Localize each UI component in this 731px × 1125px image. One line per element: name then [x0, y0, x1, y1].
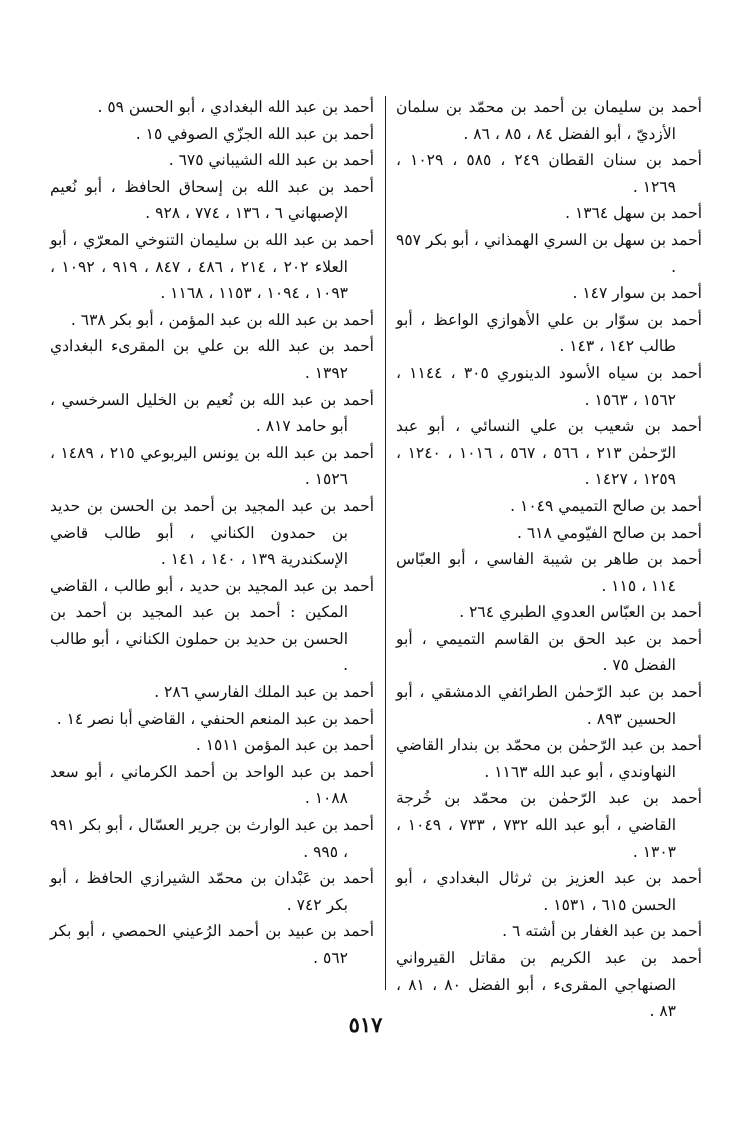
index-entry: أحمد بن سليمان بن أحمد بن محمّد بن سلمان الأزديّ ، أبو الفضل ٨٤ ، ٨٥ ، ٨٦ .: [396, 98, 702, 143]
index-entry: أحمد بن عبد الرّحمٰن بن محمّد بن بندار القاضي النهاوندي ، أبو عبد الله ١١٦٣ .: [396, 736, 702, 781]
index-entry: أحمد بن عبد الكريم بن مقاتل القيرواني الصنهاجي المقرىء ، أبو الفضل ٨٠ ، ٨١ ، ٨٣ .: [396, 949, 702, 1021]
index-entry: أحمد بن سوار ١٤٧ .: [572, 284, 702, 303]
index-entry: أحمد بن عبد الوارث بن جرير العسّال ، أبو بكر ٩٩١ ، ٩٩٥ .: [50, 816, 374, 861]
index-entry: أحمد بن العبّاس العدوي الطبري ٢٦٤ .: [459, 603, 702, 622]
index-entry: أحمد بن عبد المجيد بن أحمد بن الحسن بن حديد بن حمدون الكناني ، أبو طالب قاضي الإسكندرية ١٣٩ ، ١٤٠ ، ١٤١ .: [50, 496, 374, 569]
index-entry: أحمد بن سوّار بن علي الأهوازي الواعظ ، أبو طالب ١٤٢ ، ١٤٣ .: [396, 310, 702, 356]
index-entry: أحمد بن عبيد بن أحمد الرُعيني الحمصي ، أبو بكر ٥٦٢ .: [50, 922, 374, 967]
index-entry: أحمد بن عبد الله بن سليمان التنوخي المعرّي ، أبو العلاء ٢٠٢ ، ٢١٤ ، ٤٨٦ ، ٨٤٧ ، ٩١٩ ، ١٠٩٢ ، ١٠٩٣ ، ١٠٩٤ ، ١١٥٣ ، ١١٦٨ .: [50, 230, 374, 303]
index-entry: أحمد بن عبد الملك الفارسي ٢٨٦ .: [154, 683, 374, 702]
index-entry: أحمد بن عبد الواحد بن أحمد الكرماني ، أبو سعد ١٠٨٨ .: [50, 762, 374, 808]
index-entry: أحمد بن عبد الله بن يونس اليربوعي ٢١٥ ، ١٤٨٩ ، ١٥٢٦ .: [50, 443, 374, 489]
index-entry: أحمد بن عبد العزيز بن ثرثال البغدادي ، أبو الحسن ٦١٥ ، ١٥٣١ .: [396, 869, 702, 914]
index-entry: أحمد بن عبد المؤمن ١٥١١ .: [195, 736, 374, 755]
index-entry: أحمد بن عبد الله بن إسحاق الحافظ ، أبو نُعيم الإصبهاني ٦ ، ١٣٦ ، ٧٧٤ ، ٩٢٨ .: [50, 177, 374, 223]
index-entry: أحمد بن سنان القطان ٢٤٩ ، ٥٨٥ ، ١٠٢٩ ، ١٢٦٩ .: [396, 151, 702, 196]
index-entry: أحمد بن عَبْدان بن محمّد الشيرازي الحافظ ، أبو بكر ٧٤٢ .: [50, 869, 374, 914]
index-entry: أحمد بن شعيب بن علي النسائي ، أبو عبد الرّحمٰن ٢١٣ ، ٥٦٦ ، ٥٦٧ ، ١٠١٦ ، ١٢٤٠ ، ١٢٥٩ ، ١٤٢٧ .: [396, 417, 702, 489]
index-entry: أحمد بن عبد الله بن علي بن المقرىء البغدادي ١٣٩٢ .: [50, 337, 374, 382]
index-entry: أحمد بن عبد الله البغدادي ، أبو الحسن ٥٩ .: [97, 98, 374, 116]
index-entry: أحمد بن صالح التميمي ١٠٤٩ .: [510, 496, 702, 515]
column-divider: [385, 96, 386, 990]
index-entry: أحمد بن طاهر بن شيبة الفاسي ، أبو العبّاس ١١٤ ، ١١٥ .: [396, 550, 702, 595]
index-entry: أحمد بن عبد المجيد بن حديد ، أبو طالب ، القاضي المكين : أحمد بن عبد المجيد بن أحمد بن الحسن بن حديد بن حملون الكناني ، أبو طالب .: [50, 576, 374, 675]
index-entry: أحمد بن عبد الله الشيباني ٦٧٥ .: [168, 151, 374, 170]
page-number: ٥١٧: [348, 1012, 383, 1037]
index-entry: أحمد بن عبد الله بن عبد المؤمن ، أبو بكر ٦٣٨ .: [70, 310, 374, 329]
index-entry: أحمد بن عبد المنعم الحنفي ، القاضي أبا نصر ١٤ .: [56, 709, 374, 728]
index-entry: أحمد بن سهل ١٣٦٤ .: [565, 204, 702, 223]
index-column-left: [50, 94, 374, 972]
index-entry: أحمد بن عبد الغفار بن أشته ٦ .: [502, 922, 702, 941]
index-entry: أحمد بن عبد الحق بن القاسم التميمي ، أبو الفضل ٧٥ .: [396, 629, 702, 675]
index-entry: أحمد بن عبد الله الجزّي الصوفي ١٥ .: [135, 124, 374, 143]
index-entry: أحمد بن صالح الفيّومي ٦١٨ .: [516, 523, 702, 542]
index-entry: أحمد بن عبد الرّحمٰن بن محمّد بن خُرجة القاضي ، أبو عبد الله ٧٣٢ ، ٧٣٣ ، ١٠٤٩ ، ١٣٠٣ .: [396, 789, 702, 861]
index-entry: أحمد بن سياه الأسود الدينوري ٣٠٥ ، ١١٤٤ ، ١٥٦٢ ، ١٥٦٣ .: [396, 363, 703, 409]
index-entry: أحمد بن عبد الله بن نُعيم بن الخليل السرخسي ، أبو حامد ٨١٧ .: [50, 390, 374, 436]
index-entry: أحمد بن سهل بن السري الهمذاني ، أبو بكر ٩٥٧ .: [396, 230, 702, 276]
index-entry: أحمد بن عبد الرّحمٰن الطرائفي الدمشقي ، أبو الحسين ٨٩٣ .: [396, 683, 702, 728]
index-column-right: [396, 94, 702, 1025]
